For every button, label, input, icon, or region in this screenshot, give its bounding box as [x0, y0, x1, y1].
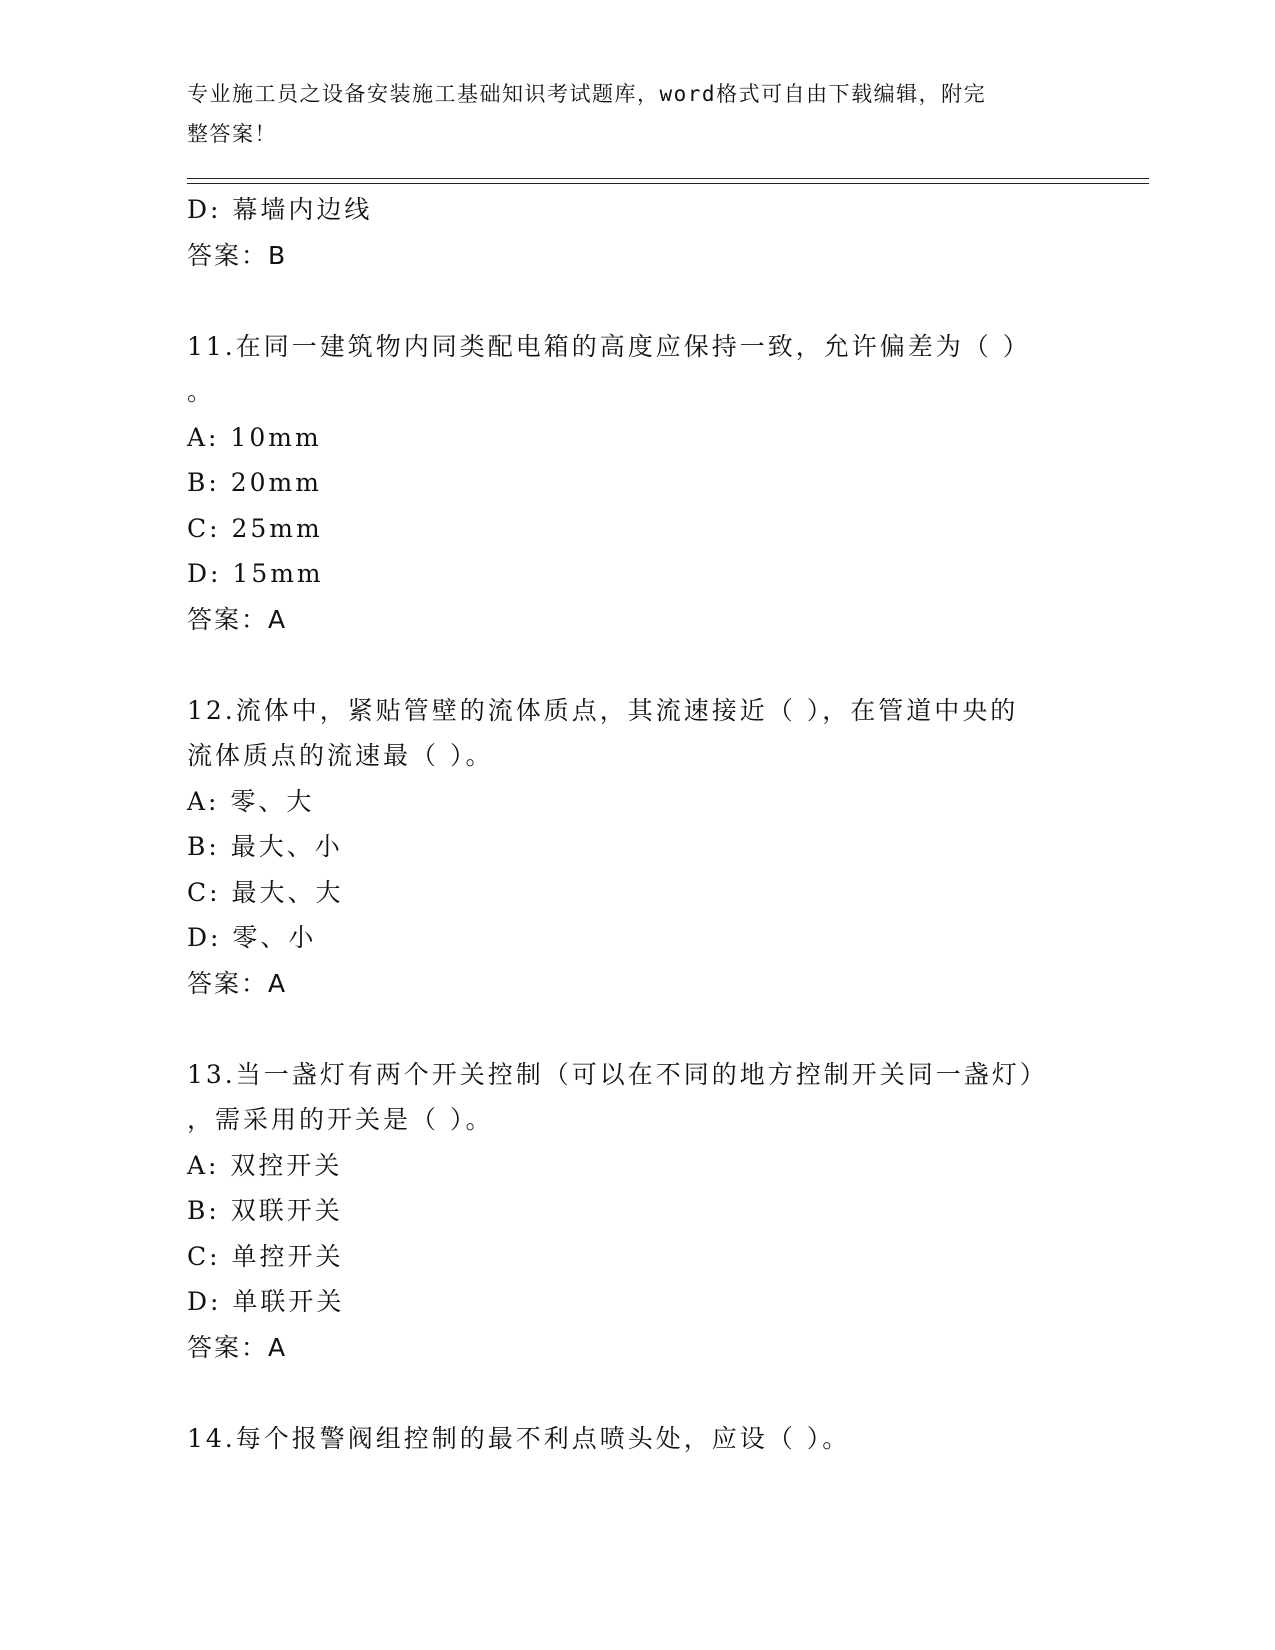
question-13: [187, 1052, 1067, 1371]
answer: 答案：A: [187, 604, 288, 634]
option-c: C: 单控开关: [187, 1241, 344, 1271]
option-a: A: 零、大: [187, 786, 315, 816]
option-b: B: 双联开关: [187, 1196, 343, 1225]
spacer: [187, 1006, 1067, 1052]
question-stem-continued: 流体质点的流速最（ ）。: [187, 741, 494, 770]
spacer: [187, 278, 1067, 324]
prev-question-answer: 答案：B: [187, 240, 288, 270]
option-a: A: 双控开关: [187, 1150, 343, 1180]
answer: 答案：A: [187, 1332, 288, 1362]
question-stem-continued: 。: [187, 377, 216, 406]
header-line-1: 专业施工员之设备安装施工基础知识考试题库，word格式可自由下载编辑，附完: [187, 82, 987, 106]
question-stem: 12.流体中，紧贴管壁的流体质点，其流速接近（ ），在管道中央的: [187, 695, 1019, 725]
spacer: [187, 642, 1067, 688]
document-header: [187, 74, 1067, 154]
option-b: B: 20mm: [187, 468, 322, 497]
option-b: B: 最大、小: [187, 832, 343, 861]
question-12: [187, 688, 1067, 1007]
answer: 答案：A: [187, 968, 288, 998]
document-body: [187, 187, 1067, 1461]
spacer: [187, 1370, 1067, 1416]
header-rule-bottom: [187, 183, 1149, 184]
option-d: D: 零、小: [187, 923, 317, 952]
option-d: D: 15mm: [187, 559, 324, 588]
option-d: D: 单联开关: [187, 1287, 345, 1316]
header-rule-top: [187, 178, 1149, 179]
question-stem: 11.在同一建筑物内同类配电箱的高度应保持一致，允许偏差为（ ）: [187, 331, 1031, 361]
option-a: A: 10mm: [187, 422, 322, 452]
question-stem-continued: ，需采用的开关是（ ）。: [187, 1105, 494, 1134]
prev-question-option-d: D: 幕墙内边线: [187, 195, 373, 224]
question-11: [187, 324, 1067, 643]
question-stem: 13.当一盏灯有两个开关控制（可以在不同的地方控制开关同一盏灯）: [187, 1059, 1048, 1089]
option-c: C: 最大、大: [187, 877, 344, 907]
header-line-2: 整答案！: [187, 122, 277, 146]
option-c: C: 25mm: [187, 513, 323, 543]
question-stem: 14.每个报警阀组控制的最不利点喷头处，应设（ ）。: [187, 1423, 851, 1453]
question-14: [187, 1416, 1067, 1462]
